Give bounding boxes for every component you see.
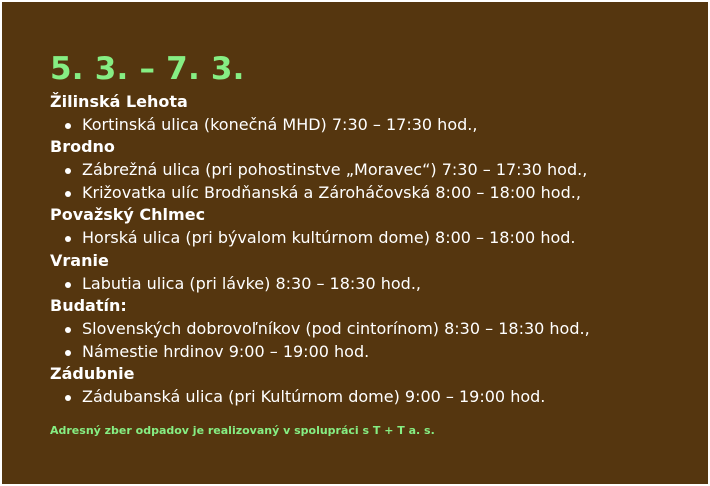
locality-group <box>50 91 690 136</box>
locality-name: Žilinská Lehota <box>50 92 188 111</box>
locality-group <box>50 136 690 204</box>
list-item <box>50 159 690 182</box>
collection-schedule <box>50 91 690 409</box>
bullet-icon <box>65 236 71 242</box>
list-item <box>50 386 690 409</box>
stop-text: Zábrežná ulica (pri pohostinstve „Moravec“) 7:30 – 17:30 hod., <box>82 160 588 180</box>
stop-text: Labutia ulica (pri lávke) 8:30 – 18:30 hod., <box>82 273 421 293</box>
locality-group <box>50 204 690 249</box>
stop-text: Slovenských dobrovoľníkov (pod cintorínom) 8:30 – 18:30 hod., <box>82 318 590 338</box>
list-item <box>50 341 690 364</box>
bullet-icon <box>65 191 71 197</box>
locality-name: Brodno <box>50 137 115 157</box>
stop-text: Križovatka ulíc Brodňanská a Zároháčovská 8:00 – 18:00 hod., <box>82 182 581 202</box>
list-item <box>50 318 690 341</box>
bullet-icon <box>65 350 71 356</box>
locality-group <box>50 250 690 295</box>
locality-name: Vranie <box>50 250 109 270</box>
locality-group <box>50 295 690 363</box>
locality-name: Budatín: <box>50 296 127 316</box>
list-item <box>50 182 690 205</box>
bullet-icon <box>65 327 71 333</box>
locality-name: Zádubnie <box>50 364 135 384</box>
date-range-title: 5. 3. – 7. 3. <box>50 51 245 87</box>
stop-text: Horská ulica (pri bývalom kultúrnom dome) 8:00 – 18:00 hod. <box>82 228 576 248</box>
list-item <box>50 273 690 296</box>
bullet-icon <box>65 395 71 401</box>
stop-text: Zádubanská ulica (pri Kultúrnom dome) 9:00 – 19:00 hod. <box>82 386 546 406</box>
locality-name: Považský Chlmec <box>50 205 206 225</box>
stop-text: Námestie hrdinov 9:00 – 19:00 hod. <box>82 341 370 361</box>
cooperation-footnote: Adresný zber odpadov je realizovaný v spolupráci s T + T a. s. <box>50 424 435 437</box>
bullet-icon <box>65 168 71 174</box>
list-item <box>50 227 690 250</box>
bullet-icon <box>65 282 71 288</box>
stop-text: Kortinská ulica (konečná MHD) 7:30 – 17:30 hod., <box>82 114 478 134</box>
locality-group <box>50 363 690 408</box>
bullet-icon <box>65 123 71 129</box>
list-item <box>50 114 690 137</box>
